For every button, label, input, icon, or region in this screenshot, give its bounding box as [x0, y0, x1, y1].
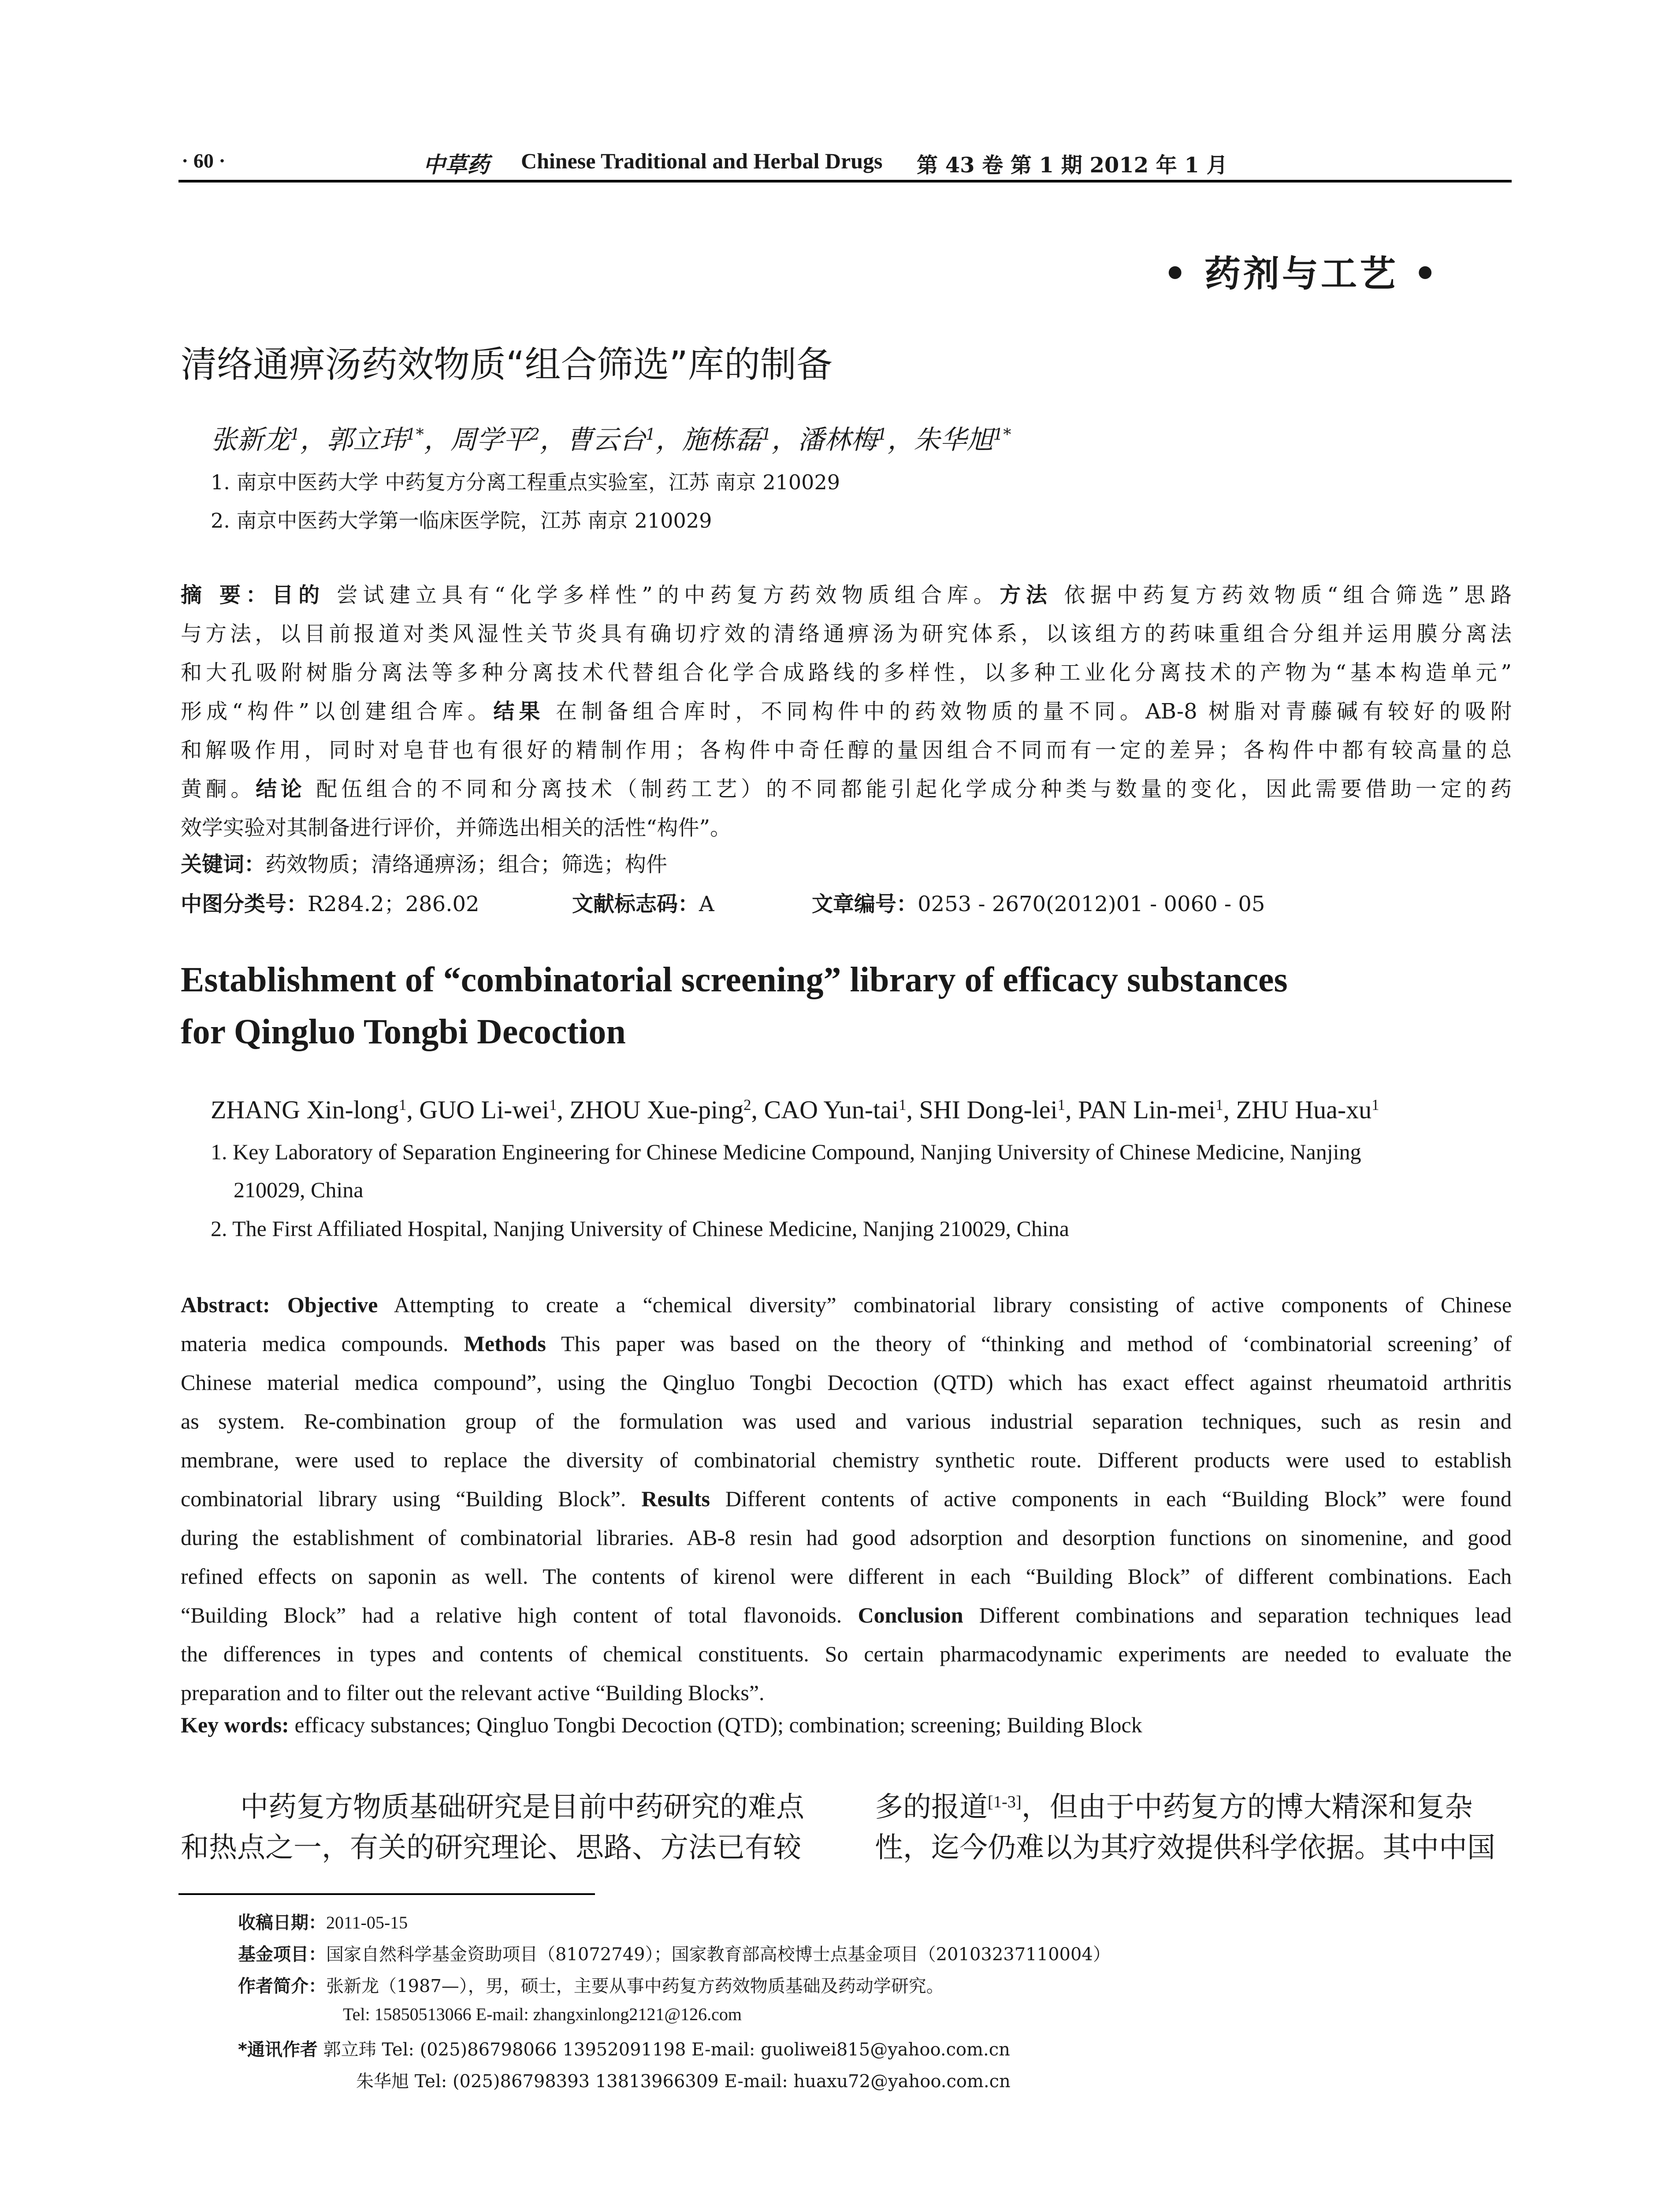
- footnote-author-contact: Tel: 15850513066 E-mail: zhangxinlong2121@126.com: [343, 2004, 742, 2024]
- footnote-received: 收稿日期：2011-05-15: [238, 1913, 408, 1933]
- abstract-cn-line-7: 效学实验对其制备进行评价，并筛选出相关的活性“构件”。: [181, 815, 732, 840]
- abstract-cn-line-1: 摘 要：目的 尝试建立具有“化学多样性”的中药复方药效物质组合库。方法 依据中药复方药效物质“组合筛选”思路: [181, 583, 1512, 607]
- affiliation-cn-1: 1. 南京中医药大学 中药复方分离工程重点实验室，江苏 南京 210029: [211, 470, 840, 494]
- affiliation-cn-2: 2. 南京中医药大学第一临床医学院，江苏 南京 210029: [211, 509, 712, 532]
- body-right-line-2: 性，迄今仍难以为其疗效提供科学依据。其中中国: [875, 1832, 1495, 1864]
- abstract-cn-line-2: 与方法，以目前报道对类风湿性关节炎具有确切疗效的清络通痹汤为研究体系，以该组方的药味重组合分组并运用膜分离法: [181, 622, 1512, 646]
- title-en-line-2: for Qingluo Tongbi Decoction: [181, 1013, 626, 1051]
- abstract-en-line-5: membrane, were used to replace the diversity of combinatorial chemistry synthetic route. Different products were used to establish: [181, 1448, 1512, 1472]
- title-en-line-1: Establishment of “combinatorial screening” library of efficacy substances: [181, 961, 1288, 999]
- footnote-rule: [178, 1893, 595, 1895]
- body-left-line-1: 中药复方物质基础研究是目前中药研究的难点: [240, 1791, 804, 1824]
- keywords-en: Key words: efficacy substances; Qingluo Tongbi Decoction (QTD); combination; screening; Building Block: [181, 1713, 1142, 1737]
- journal-name-en: Chinese Traditional and Herbal Drugs: [521, 149, 883, 173]
- abstract-cn-line-6: 黄酮。结论 配伍组合的不同和分离技术（制药工艺）的不同都能引起化学成分种类与数量的变化，因此需要借助一定的药: [181, 777, 1512, 801]
- abstract-en-line-9: “Building Block” had a relative high content of total flavonoids. Conclusion Different combinations and separation techniques lead: [181, 1603, 1512, 1627]
- abstract-en-line-2: materia medica compounds. Methods This paper was based on the theory of “thinking and method of ‘combinatorial screening’ of: [181, 1331, 1512, 1356]
- abstract-cn-line-5: 和解吸作用，同时对皂苷也有很好的精制作用；各构件中奇任醇的量因组合不同而有一定的差异；各构件中都有较高量的总: [181, 738, 1512, 763]
- authors-en: ZHANG Xin-long$^1$, GUO Li-wei$^1$, ZHOU Xue-ping$^2$, CAO Yun-tai$^1$, SHI Dong-lei$^1$, PAN Lin-mei$^1$, ZHU Hua-$xu^1$: [211, 1095, 1379, 1124]
- abstract-cn-line-3: 和大孔吸附树脂分离法等多种分离技术代替组合化学合成路线的多样性，以多种工业化分离技术的产物为“基本构造单元”: [181, 660, 1512, 685]
- document-code: 文献标志码：A: [572, 892, 714, 916]
- affiliation-en-1-cont: 210029, China: [234, 1177, 364, 1202]
- body-left-line-2: 和热点之一，有关的研究理论、思路、方法已有较: [181, 1832, 801, 1864]
- abstract-en-line-11: preparation and to filter out the relevant active “Building Blocks”.: [181, 1680, 765, 1705]
- footnote-corresponding-2: 朱华旭 Tel: (025)86798393 13813966309 E-mail: huaxu72@yahoo.com.cn: [356, 2071, 1011, 2092]
- keywords-cn: 关键词：药效物质；清络通痹汤；组合；筛选；构件: [181, 852, 668, 877]
- page-number: · 60 ·: [182, 149, 226, 172]
- abstract-en-line-4: as system. Re-combination group of the formulation was used and various industrial separation techniques, such as resin and: [181, 1409, 1512, 1433]
- affiliation-en-1: 1. Key Laboratory of Separation Engineering for Chinese Medicine Compound, Nanjing University of Chinese Medicine, Nanjing: [211, 1139, 1361, 1164]
- body-right-line-1: 多的报道[1-3]，但由于中药复方的博大精深和复杂: [875, 1791, 1473, 1824]
- journal-issue: 第 43 卷 第 1 期 2012 年 1 月: [917, 153, 1228, 178]
- authors-cn: 张新龙$^1$，郭立玮$^{1*}$，周学平$^2$，曹云台$^1$，施栋磊$^1$，潘林梅$^1$，朱华旭$^{1*}$: [211, 424, 1011, 455]
- section-label: • 药剂与工艺 •: [1163, 253, 1439, 295]
- title-cn: 清络通痹汤药效物质“组合筛选”库的制备: [181, 344, 833, 386]
- article-number: 文章编号：0253 - 2670(2012)01 - 0060 - 05: [812, 892, 1265, 916]
- clc-number: 中图分类号：R284.2；286.02: [181, 892, 479, 916]
- header-rule: [178, 180, 1512, 182]
- abstract-en-line-10: the differences in types and contents of chemical constituents. So certain pharmacodynamic experiments are needed to evaluate the: [181, 1642, 1512, 1666]
- abstract-cn-line-4: 形成“构件”以创建组合库。结果 在制备组合库时，不同构件中的药效物质的量不同。AB-8 树脂对青藤碱有较好的吸附: [181, 699, 1512, 724]
- journal-name-cn: 中草药: [423, 152, 489, 178]
- footnote-author: 作者简介：张新龙（1987—），男，硕士，主要从事中药复方药效物质基础及药动学研究。: [238, 1976, 944, 1996]
- footnote-fund: 基金项目：国家自然科学基金资助项目（81072749）；国家教育部高校博士点基金项目（20103237110004）: [238, 1944, 1111, 1965]
- abstract-en-line-8: refined effects on saponin as well. The contents of kirenol were different in each “Building Block” of different combinations. Each: [181, 1564, 1512, 1589]
- abstract-en-line-1: Abstract: Objective Attempting to create a “chemical diversity” combinatorial library consisting of active components of Chinese: [181, 1292, 1512, 1317]
- abstract-en-line-6: combinatorial library using “Building Block”. Results Different contents of active components in each “Building Block” were found: [181, 1486, 1512, 1511]
- affiliation-en-2: 2. The First Affiliated Hospital, Nanjing University of Chinese Medicine, Nanjing 210029, China: [211, 1216, 1069, 1241]
- abstract-en-line-7: during the establishment of combinatorial libraries. AB-8 resin had good adsorption and desorption functions on sinomenine, and good: [181, 1525, 1512, 1550]
- footnote-corresponding-1: *通讯作者 郭立玮 Tel: (025)86798066 13952091198 E-mail: guoliwei815@yahoo.com.cn: [238, 2040, 1010, 2060]
- abstract-en-line-3: Chinese material medica compound”, using the Qingluo Tongbi Decoction (QTD) which has exact effect against rheumatoid arthritis: [181, 1370, 1512, 1395]
